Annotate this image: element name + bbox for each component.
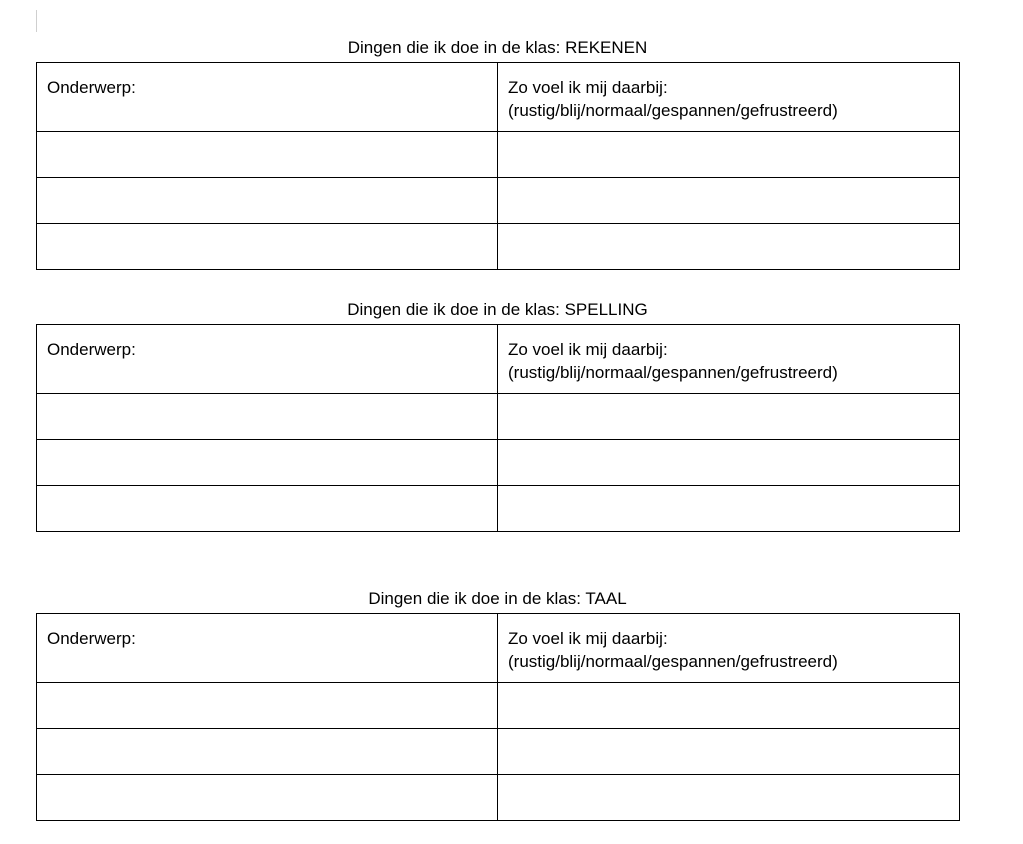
section-taal xyxy=(36,589,959,821)
table-header-row xyxy=(37,63,960,132)
header-cell-topic[interactable] xyxy=(37,63,498,132)
cell-feeling[interactable] xyxy=(498,486,960,532)
cell-feeling[interactable] xyxy=(498,224,960,270)
feelings-table xyxy=(36,324,960,532)
header-cell-topic[interactable] xyxy=(37,614,498,683)
header-feeling-options: (rustig/blij/normaal/gespannen/gefrustreerd) xyxy=(508,652,838,671)
table-row xyxy=(37,683,960,729)
header-cell-feeling[interactable] xyxy=(498,325,960,394)
table-row xyxy=(37,394,960,440)
header-topic-label: Onderwerp: xyxy=(47,340,136,359)
section-rekenen xyxy=(36,38,959,270)
section-title: Dingen die ik doe in de klas: SPELLING xyxy=(347,300,648,319)
cell-topic[interactable] xyxy=(37,486,498,532)
cell-feeling[interactable] xyxy=(498,683,960,729)
table-row xyxy=(37,729,960,775)
cell-topic[interactable] xyxy=(37,683,498,729)
table-row xyxy=(37,224,960,270)
section-title: Dingen die ik doe in de klas: REKENEN xyxy=(347,38,648,57)
cell-topic[interactable] xyxy=(37,394,498,440)
text-cursor xyxy=(36,10,37,32)
cell-feeling[interactable] xyxy=(498,775,960,821)
cell-feeling[interactable] xyxy=(498,132,960,178)
feelings-table xyxy=(36,613,960,821)
table-row xyxy=(37,775,960,821)
feelings-table xyxy=(36,62,960,270)
cell-topic[interactable] xyxy=(37,224,498,270)
header-cell-feeling[interactable] xyxy=(498,614,960,683)
cell-feeling[interactable] xyxy=(498,394,960,440)
table-header-row xyxy=(37,325,960,394)
table-row xyxy=(37,440,960,486)
cell-topic[interactable] xyxy=(37,132,498,178)
cell-topic[interactable] xyxy=(37,775,498,821)
cell-feeling[interactable] xyxy=(498,729,960,775)
header-feeling-label: Zo voel ik mij daarbij: xyxy=(508,78,668,97)
table-row xyxy=(37,486,960,532)
cell-feeling[interactable] xyxy=(498,440,960,486)
header-topic-label: Onderwerp: xyxy=(47,629,136,648)
cell-feeling[interactable] xyxy=(498,178,960,224)
header-feeling-label: Zo voel ik mij daarbij: xyxy=(508,629,668,648)
section-title: Dingen die ik doe in de klas: TAAL xyxy=(368,589,627,608)
table-row xyxy=(37,178,960,224)
header-topic-label: Onderwerp: xyxy=(47,78,136,97)
header-cell-topic[interactable] xyxy=(37,325,498,394)
table-row xyxy=(37,132,960,178)
table-header-row xyxy=(37,614,960,683)
cell-topic[interactable] xyxy=(37,729,498,775)
header-cell-feeling[interactable] xyxy=(498,63,960,132)
header-feeling-options: (rustig/blij/normaal/gespannen/gefrustreerd) xyxy=(508,363,838,382)
section-spelling xyxy=(36,300,959,532)
header-feeling-label: Zo voel ik mij daarbij: xyxy=(508,340,668,359)
cell-topic[interactable] xyxy=(37,440,498,486)
header-feeling-options: (rustig/blij/normaal/gespannen/gefrustreerd) xyxy=(508,101,838,120)
cell-topic[interactable] xyxy=(37,178,498,224)
